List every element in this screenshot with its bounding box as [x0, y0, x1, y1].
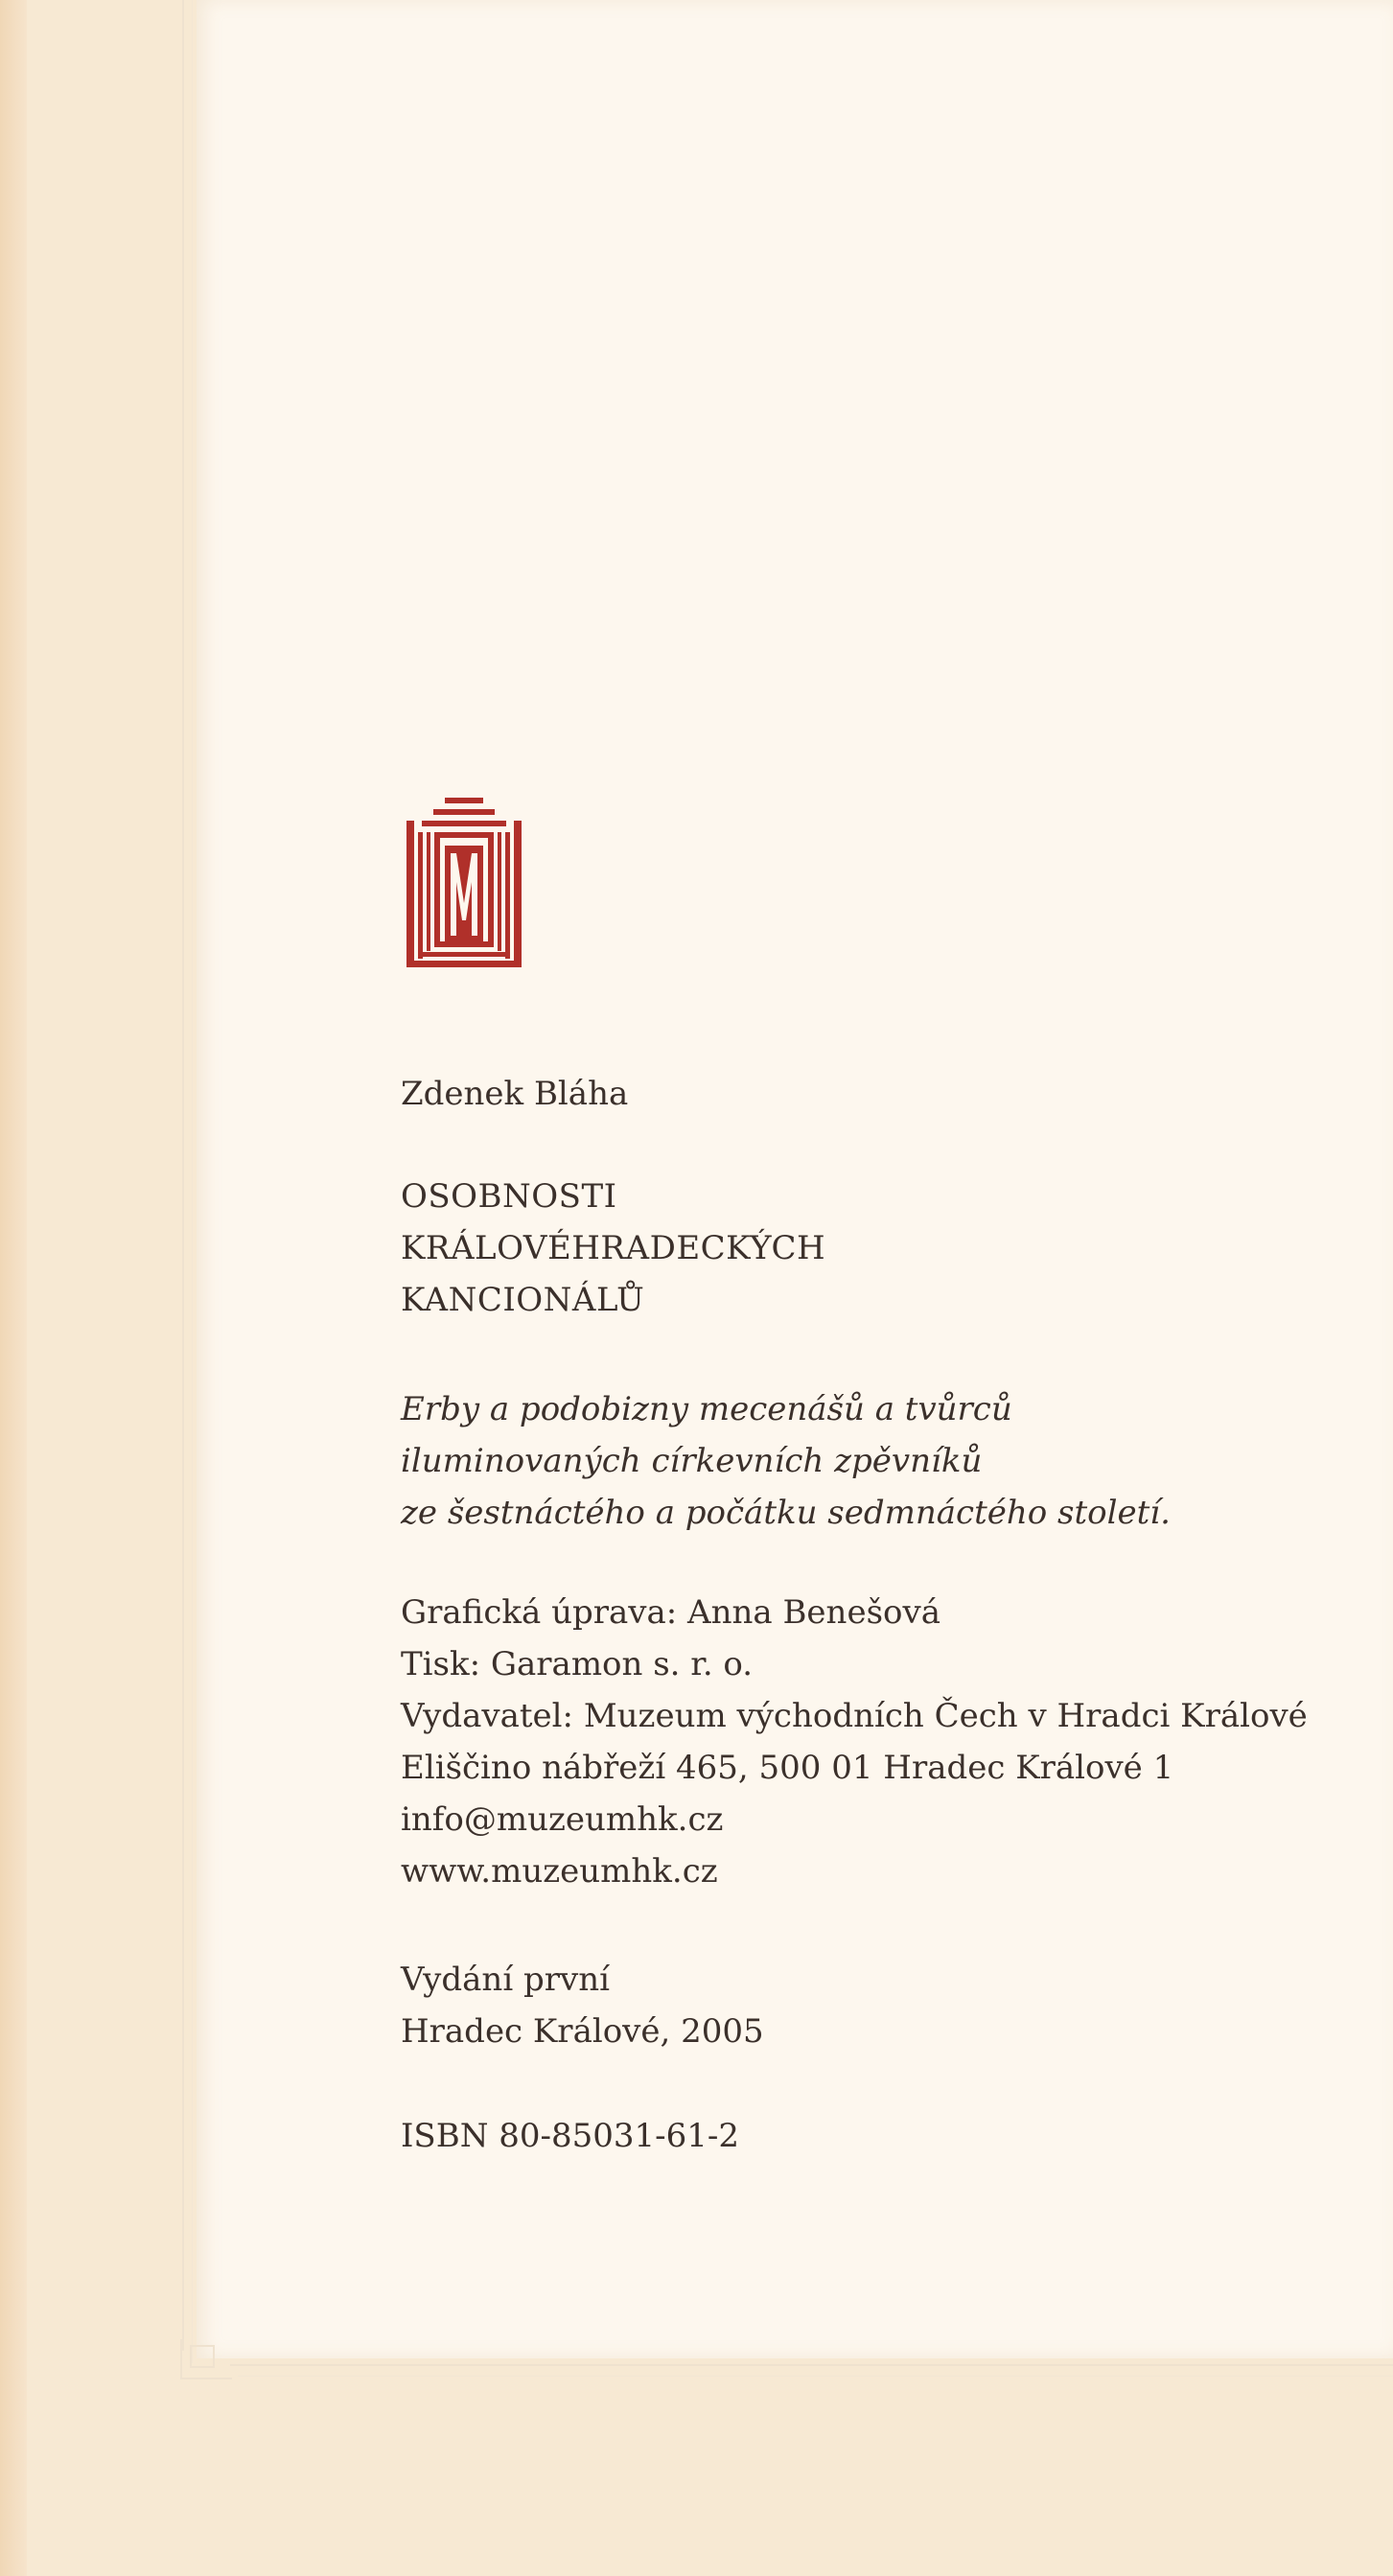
frame-line [192, 0, 193, 2363]
frame-line [182, 0, 184, 2351]
title-line: KRÁLOVÉHRADECKÝCH [401, 1229, 826, 1267]
frame-corner-ornament [190, 2345, 215, 2368]
frame-line [230, 2364, 1393, 2366]
title-line: OSOBNOSTI [401, 1177, 617, 1216]
edition-info [401, 1955, 764, 2058]
title-line: KANCIONÁLŮ [401, 1281, 645, 1319]
page-edge [0, 0, 27, 2576]
credits [401, 1588, 1308, 1898]
subtitle-line: ze šestnáctého a počátku sedmnáctého století. [401, 1494, 1171, 1532]
credit-line-email: info@muzeumhk.cz [401, 1800, 724, 1839]
edition-place-year: Hradec Králové, 2005 [401, 2012, 764, 2051]
credit-line-design: Grafická úprava: Anna Benešová [401, 1593, 940, 1632]
credit-line-website: www.muzeumhk.cz [401, 1852, 718, 1891]
museum-logo-icon [406, 798, 522, 967]
book-subtitle [401, 1384, 1171, 1540]
subtitle-line: Erby a podobizny mecenášů a tvůrců [401, 1390, 1012, 1428]
frame-line [238, 2376, 1393, 2377]
subtitle-line: iluminovaných církevních zpěvníků [401, 1442, 983, 1480]
book-title [401, 1172, 825, 1327]
credit-line-print: Tisk: Garamon s. r. o. [401, 1645, 754, 1683]
credit-line-publisher: Vydavatel: Muzeum východních Čech v Hradci Králové [401, 1697, 1308, 1735]
edition-line: Vydání první [401, 1961, 610, 1999]
isbn: ISBN 80-85031-61-2 [401, 2117, 740, 2155]
author-name: Zdenek Bláha [401, 1075, 629, 1113]
credit-line-address: Eliščino nábřeží 465, 500 01 Hradec Králové 1 [401, 1749, 1174, 1787]
